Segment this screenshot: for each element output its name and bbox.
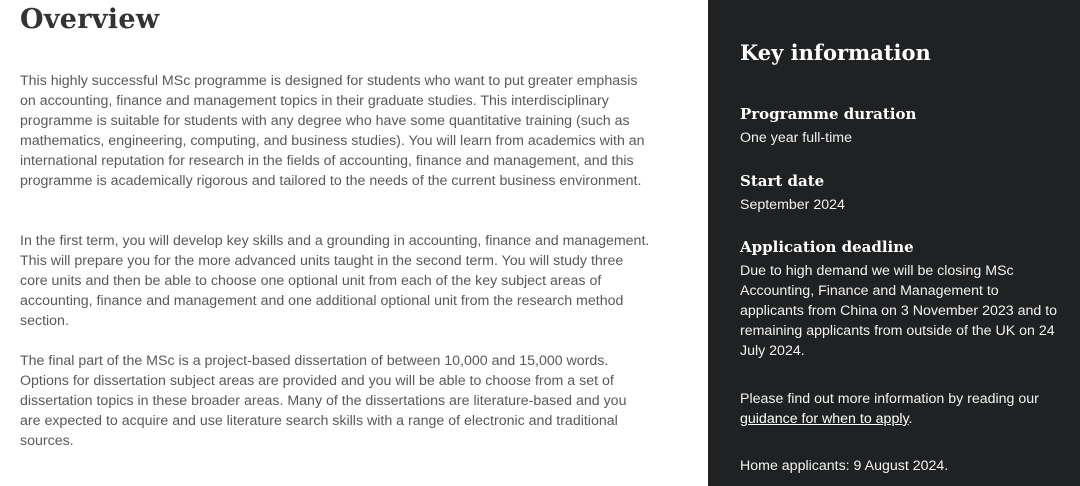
- overview-paragraph-1: This highly successful MSc programme is designed for students who want to put greater emphasis on accounting, finance and management topics in their graduate studies. This interdisciplinary programme is suitable for students with any degree who have some quantitative training (such as mathematics, engineering, computing, and business studies). You will learn from academics with an international reputation for research in the fields of accounting, finance and management, and this programme is academically rigorous and tailored to the needs of the current business environment.: [20, 73, 645, 189]
- start-date-label: Start date: [740, 172, 825, 190]
- programme-duration-value: One year full-time: [740, 130, 852, 146]
- key-information-heading: Key information: [740, 40, 931, 65]
- guidance-when-to-apply-link[interactable]: guidance for when to apply: [740, 411, 909, 427]
- programme-duration-label: Programme duration: [740, 105, 917, 123]
- application-deadline-label: Application deadline: [740, 238, 914, 256]
- more-information-block: [740, 389, 1060, 429]
- start-date-block: [740, 170, 1060, 215]
- start-date-value: September 2024: [740, 197, 845, 213]
- home-applicants-block: [740, 456, 1060, 476]
- application-deadline-block: [740, 236, 1060, 361]
- key-information-panel: [708, 0, 1080, 486]
- more-information-prefix: Please find out more information by reading our: [740, 391, 1039, 407]
- programme-duration-block: [740, 103, 1060, 148]
- overview-paragraph-2: In the first term, you will develop key skills and a grounding in accounting, finance and management. This will prepare you for the more advanced units taught in the second term. You will study three core units and then be able to choose one optional unit from each of the key subject areas of accounting, finance and management and one additional optional unit from the research method section.: [20, 233, 650, 329]
- more-information-suffix: .: [908, 411, 913, 427]
- page-title: Overview: [20, 4, 160, 35]
- more-information-text: [740, 389, 1060, 429]
- home-applicants-deadline: Home applicants: 9 August 2024.: [740, 458, 949, 474]
- overview-paragraph-3: The final part of the MSc is a project-based dissertation of between 10,000 and 15,000 words. Options for dissertation subject areas are provided and you will be able to choose from a set of dissertation topics in these broader areas. Many of the dissertations are literature-based and you are expected to acquire and use literature search skills with a range of electronic and traditional sources.: [20, 353, 627, 449]
- application-deadline-value: Due to high demand we will be closing MSc Accounting, Finance and Management to applicants from China on 3 November 2023 and to remaining applicants from outside of the UK on 24 July 2024.: [740, 263, 1058, 359]
- overview-section: [20, 0, 660, 449]
